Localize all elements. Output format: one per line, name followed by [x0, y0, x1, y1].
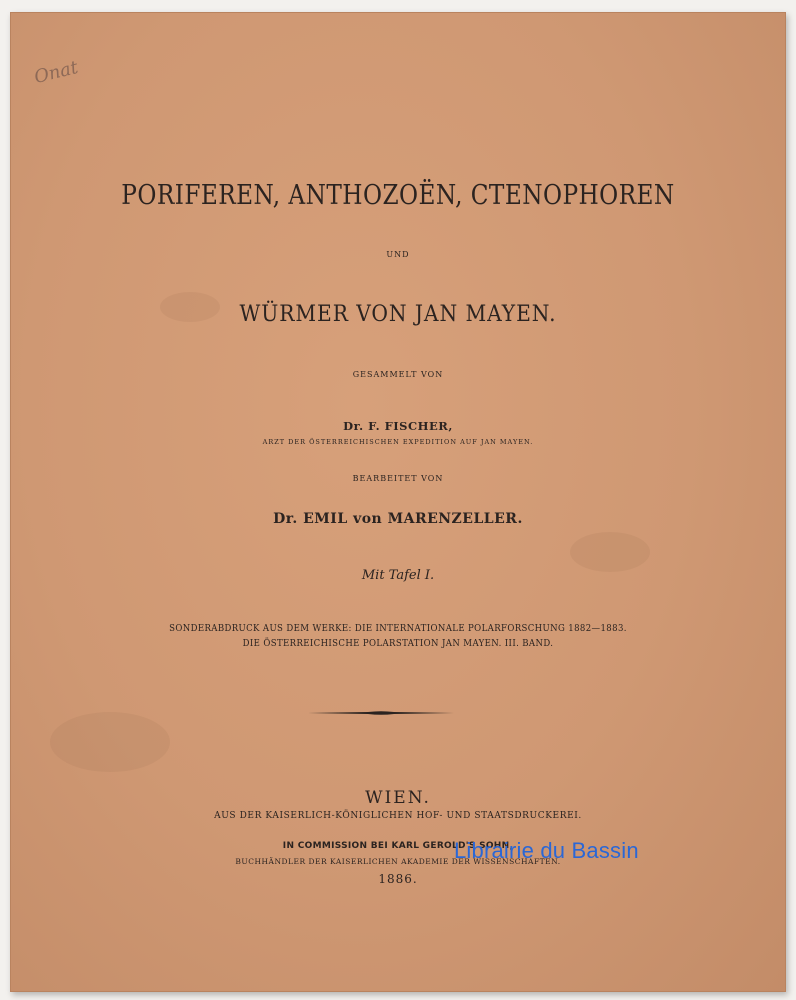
commission-line: IN COMMISSION BEI KARL GEROLD'S SOHN,	[282, 841, 514, 851]
collected-by-label: GESAMMELT VON	[352, 370, 444, 379]
book-cover	[10, 12, 786, 992]
collector-affiliation: ARZT DER ÖSTERREICHISCHEN EXPEDITION AUF JAN MAYEN.	[262, 438, 534, 446]
title-line-2: WÜRMER VON JAN MAYEN.	[239, 302, 557, 327]
publication-year: 1886.	[378, 872, 418, 886]
decorative-rule	[308, 711, 454, 715]
title-line-1: PORIFEREN, ANTHOZOËN, CTENOPHOREN	[121, 180, 675, 211]
watermark: Librairie du Bassin	[454, 838, 639, 863]
publication-city: WIEN.	[365, 788, 431, 808]
offprint-line-2: DIE ÖSTERREICHISCHE POLARSTATION JAN MAYEN. III. BAND.	[242, 639, 554, 649]
editor-name: Dr. EMIL von MARENZELLER.	[273, 511, 523, 527]
edited-by-label: BEARBEITET VON	[352, 474, 444, 483]
title-conjunction: UND	[386, 250, 410, 259]
printer-line: AUS DER KAISERLICH-KÖNIGLICHEN HOF- UND STAATSDRUCKEREI.	[214, 811, 582, 821]
offprint-line-1: SONDERABDRUCK AUS DEM WERKE: DIE INTERNATIONALE POLARFORSCHUNG 1882—1883.	[169, 624, 627, 634]
plate-note: Mit Tafel I.	[361, 568, 435, 583]
handwritten-note: Onat	[32, 56, 81, 89]
collector-name: Dr. F. FISCHER,	[343, 419, 453, 433]
bookseller-line: BUCHHÄNDLER DER KAISERLICHEN AKADEMIE DER WISSENSCHAFTEN.	[235, 857, 561, 866]
